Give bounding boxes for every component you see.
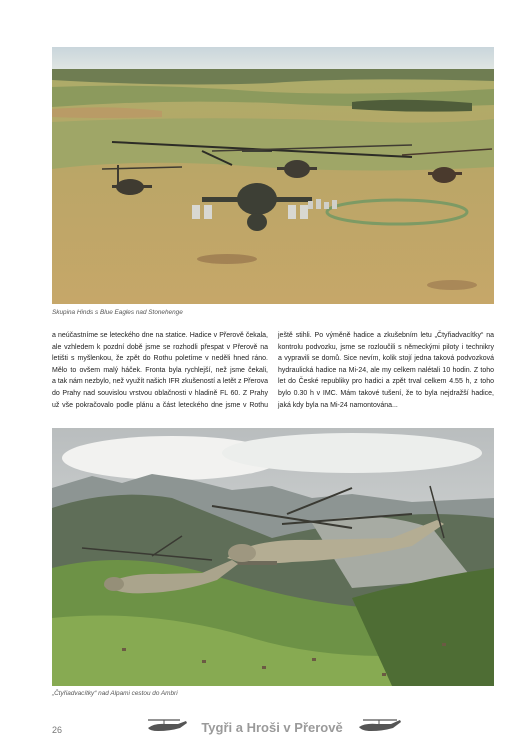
text-line: hydraulická hadice na Mi-24, ale my celkem nalétali 10 hodin. Z toho: [278, 366, 494, 374]
text-line: a tak nám nezbylo, než využít našich IFR zkušeností a letět z Přerova: [52, 378, 268, 386]
footer-title: Tygři a Hroši v Přerově: [201, 720, 343, 735]
article-column-left: [52, 330, 268, 411]
text-line: let do České republiky pro hadici a zpět trval celkem 4.55 h, z toho: [278, 378, 494, 386]
text-line: do Prahy nad souvislou vrstvou oblačnosti v hladině FL 60. Z Prahy: [52, 389, 268, 397]
helicopter-silhouette-icon: [355, 716, 405, 736]
text-line: a neúčastníme se leteckého dne na statice. Hadice v Přerově čekala,: [52, 332, 268, 339]
page-number: 26: [52, 725, 63, 735]
photo-helicopters-over-fields: [52, 47, 494, 304]
article-column-right: [278, 330, 494, 411]
text-line: kontrolu podvozku, jsme se rozloučili s německými piloty i technikry: [278, 343, 494, 351]
photo-caption-bottom: „Čtyřiadvacítky“ nad Alpami cestou do Ambri: [52, 690, 178, 697]
text-line: letišti s myšlenkou, že zpět do Rothu poletíme v neděli hned ráno.: [52, 355, 268, 363]
photo-helicopters-over-alps: [52, 428, 494, 686]
text-line: ale vzhledem k pozdní době jsme se rozhodli přespat v Přerově na: [52, 343, 268, 351]
helicopter-silhouette-icon: [140, 716, 190, 736]
text-line: Mělo to ovšem malý háček. Fronta byla rychlejší, než jsme čekali,: [52, 366, 268, 374]
text-line: jaká kdy byla na Mi-24 namontována...: [278, 401, 398, 409]
text-line: a vypravili se domů. Sice nevím, kolik stojí jedna taková podvozková: [278, 355, 494, 363]
text-line: už vše pokračovalo podle plánu a část leteckého dne jsme v Rothu: [52, 401, 268, 409]
text-line: bylo 0.30 h v IMC. Mám takové tušení, že to byla nejdražší hadice,: [278, 389, 494, 397]
text-line: ještě stihli. Po výměně hadice a zkušebním letu „Čtyřiadvacítky“ na: [278, 332, 494, 339]
photo-caption-top: Skupina Hinds s Blue Eagles nad Stonehenge: [52, 309, 183, 316]
